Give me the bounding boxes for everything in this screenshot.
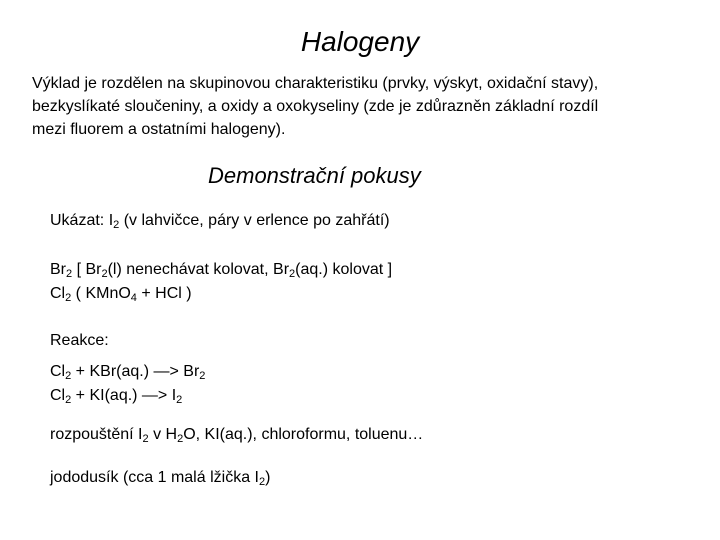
text-segment: Br [50,261,66,278]
bromine-line [50,259,690,280]
text-segment: ( KMnO [71,285,131,302]
text-segment: + KI(aq.) —> I [71,387,177,404]
text-segment: + KBr(aq.) —> Br [71,363,200,380]
subscript: 2 [65,370,72,382]
reaction-line [50,385,690,406]
subscript: 2 [142,433,149,445]
subscript: 2 [66,268,73,280]
text-segment: O, KI(aq.), chloroformu, toluenu… [183,426,424,443]
text-segment: Cl [50,285,66,302]
text-segment: ) [265,469,271,486]
subscript: 2 [65,292,72,304]
subscript: 2 [101,268,108,280]
intro-line: mezi fluorem a ostatními halogeny). [32,121,286,138]
text-segment: Cl [50,363,66,380]
subscript: 2 [65,394,72,406]
show-iodine-line [50,210,690,231]
subscript: 2 [289,268,296,280]
reactions-block [50,361,690,406]
text-segment: jododusík (cca 1 malá lžička I [50,469,259,486]
intro-line: bezkyslíkaté sloučeniny, a oxidy a oxokyseliny (zde je zdůrazněn základní rozdíl [32,98,599,115]
text-segment: [ Br [72,261,102,278]
text-segment: Ukázat: I [50,212,114,229]
text-segment: (aq.) kolovat ] [295,261,393,278]
subscript: 2 [113,219,120,231]
text-segment: + HCl ) [136,285,192,302]
subscript: 2 [177,433,184,445]
text-segment: rozpouštění I [50,426,143,443]
chlorine-line [50,283,690,304]
intro-line: Výklad je rozdělen na skupinovou charakteristiku (prvky, výskyt, oxidační stavy), [32,75,599,92]
subscript: 2 [199,370,206,382]
page-title: Halogeny [300,26,420,57]
section-heading: Demonstrační pokusy [208,163,421,188]
nitrogen-iodide-line [50,467,690,488]
subscript: 2 [258,476,266,488]
subscript: 4 [130,292,137,304]
subscript: 2 [176,394,183,406]
reactions-label: Reakce: [50,332,109,349]
intro-paragraph [32,72,704,141]
text-segment: v H [148,426,178,443]
reaction-line [50,361,690,382]
text-segment: (v lahvičce, páry v erlence po zahřátí) [119,212,390,229]
bromine-chlorine-block [50,259,690,304]
text-segment: Cl [50,387,66,404]
dissolution-line [50,424,690,445]
text-segment: (l) nenechávat kolovat, Br [107,261,290,278]
